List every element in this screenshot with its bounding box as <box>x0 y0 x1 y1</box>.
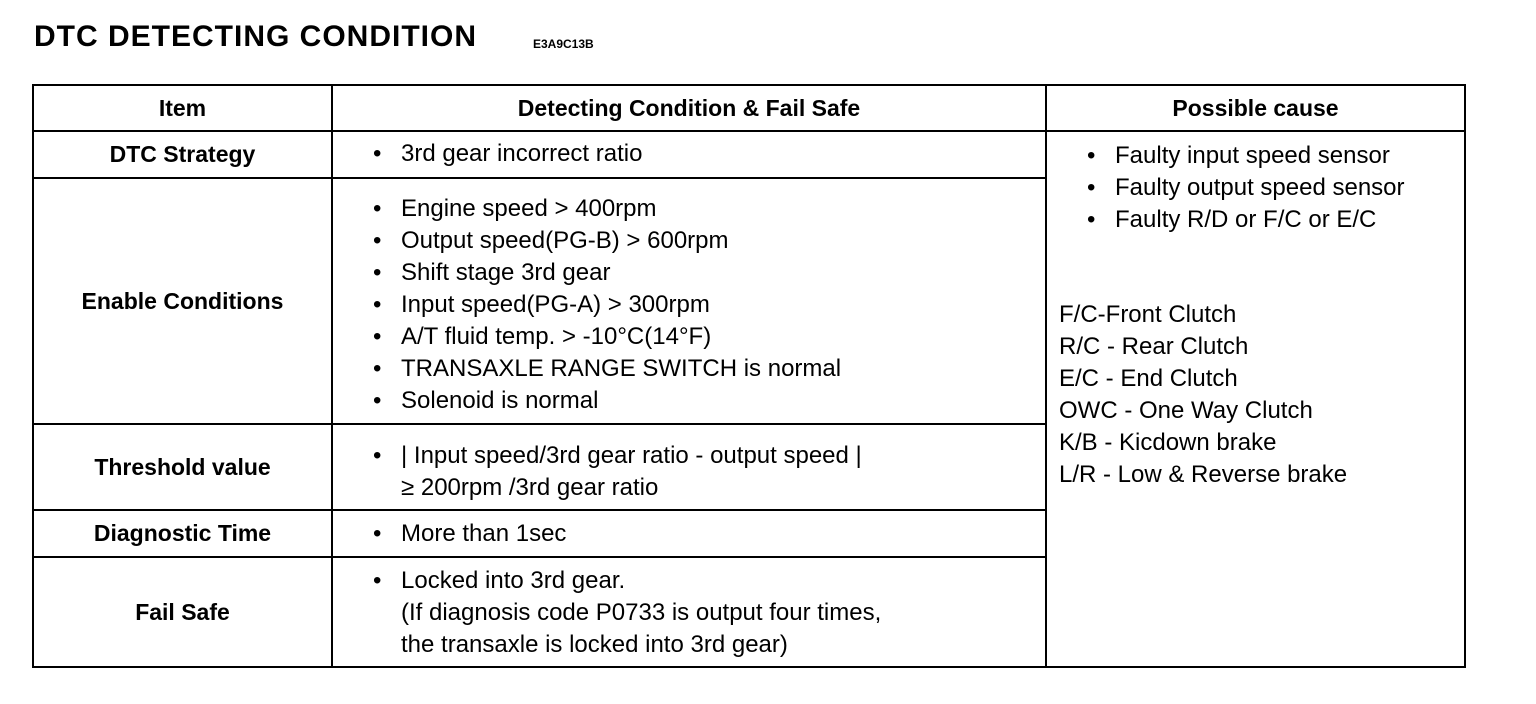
condition-line: • Locked into 3rd gear. <box>373 565 1045 597</box>
row-condition-threshold-value <box>333 440 1045 504</box>
condition-line: • Input speed(PG-A) > 300rpm <box>373 289 1045 321</box>
column-divider <box>1045 84 1047 668</box>
abbreviation-list <box>1059 299 1459 491</box>
condition-line: • Shift stage 3rd gear <box>373 257 1045 289</box>
condition-line: • | Input speed/3rd gear ratio - output speed | <box>373 440 1045 472</box>
row-condition-enable-conditions <box>333 193 1045 417</box>
header-cause: Possible cause <box>1172 94 1339 121</box>
cause-item: • Faulty R/D or F/C or E/C <box>1087 204 1457 236</box>
header-item: Item <box>158 94 207 121</box>
row-condition-fail-safe <box>333 565 1045 661</box>
row-label-fail-safe: Fail Safe <box>135 598 230 625</box>
condition-line: ≥ 200rpm /3rd gear ratio <box>401 474 659 501</box>
condition-line: • 3rd gear incorrect ratio <box>373 138 1045 170</box>
row-label-enable-conditions: Enable Conditions <box>81 287 284 314</box>
row-condition-diagnostic-time <box>333 518 1045 550</box>
condition-line: (If diagnosis code P0733 is output four times, <box>401 599 882 626</box>
document-code: E3A9C13B <box>533 37 594 51</box>
row-label-diagnostic-time: Diagnostic Time <box>93 520 272 546</box>
cause-item: • Faulty output speed sensor <box>1087 172 1457 204</box>
table-border-right <box>1464 84 1466 668</box>
possible-cause-list <box>1087 140 1457 236</box>
abbreviation-item: R/C - Rear Clutch <box>1059 333 1249 360</box>
condition-line: • Engine speed > 400rpm <box>373 193 1045 225</box>
condition-line: • More than 1sec <box>373 518 1045 550</box>
abbreviation-item: OWC - One Way Clutch <box>1059 397 1313 424</box>
row-condition-dtc-strategy <box>333 138 1045 170</box>
abbreviation-item: L/R - Low & Reverse brake <box>1059 461 1348 488</box>
header-condition: Detecting Condition & Fail Safe <box>517 94 861 121</box>
abbreviation-item: K/B - Kicdown brake <box>1059 429 1277 456</box>
condition-line: • Output speed(PG-B) > 600rpm <box>373 225 1045 257</box>
condition-line: the transaxle is locked into 3rd gear) <box>401 631 788 658</box>
abbreviation-item: F/C-Front Clutch <box>1059 301 1237 328</box>
cause-item: • Faulty input speed sensor <box>1087 140 1457 172</box>
condition-line: • Solenoid is normal <box>373 385 1045 417</box>
abbreviation-item: E/C - End Clutch <box>1059 365 1238 392</box>
condition-line: • A/T fluid temp. > -10°C(14°F) <box>373 321 1045 353</box>
condition-line: • TRANSAXLE RANGE SWITCH is normal <box>373 353 1045 385</box>
page-title: DTC DETECTING CONDITION <box>34 20 477 53</box>
table-border-bottom <box>32 666 1466 668</box>
row-label-threshold-value: Threshold value <box>94 453 271 480</box>
row-label-dtc-strategy: DTC Strategy <box>109 141 256 167</box>
